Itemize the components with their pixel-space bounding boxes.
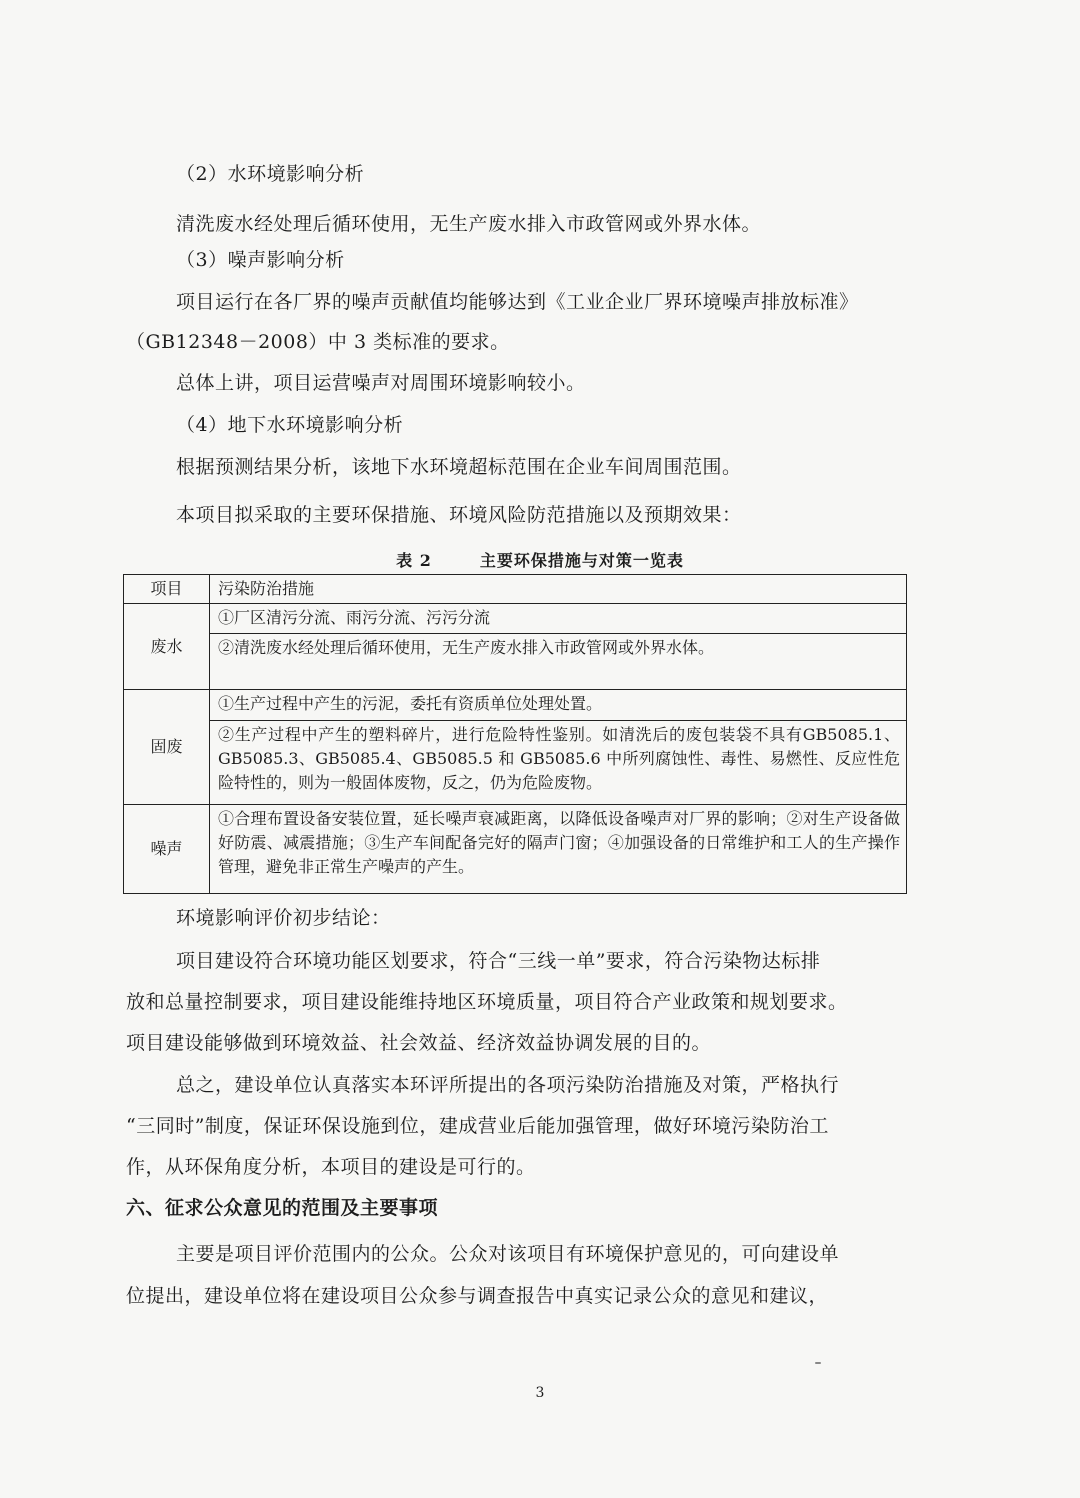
water-impact-heading: （2）水环境影响分析 (176, 163, 365, 185)
header-item-cell: 项目 (124, 575, 210, 604)
solid-waste-measure-1: ①生产过程中产生的污泥，委托有资质单位处理处置。 (210, 690, 907, 721)
noise-measure: ①合理布置设备安装位置，延长噪声衰减距离，以降低设备噪声对厂界的影响；②对生产设备做好防震、减震措施；③生产车间配备完好的隔声门窗；④加强设备的日常维护和工人的生产操作管理，避免非正常生产噪声的产生。 (210, 805, 907, 894)
noise-impact-heading: （3）噪声影响分析 (176, 249, 345, 271)
wastewater-measure-2: ②清洗废水经处理后循环使用，无生产废水排入市政管网或外界水体。 (210, 634, 907, 690)
conclusion-p1-line-3: 项目建设能够做到环境效益、社会效益、经济效益协调发展的目的。 (126, 1032, 712, 1054)
groundwater-impact-text: 根据预测结果分析，该地下水环境超标范围在企业车间周围范围。 (176, 456, 742, 478)
table-header-row (124, 575, 907, 604)
section-six-line-1: 主要是项目评价范围内的公众。公众对该项目有环境保护意见的，可向建设单 (176, 1243, 840, 1265)
noise-label-cell: 噪声 (124, 805, 210, 894)
solid-waste-label-cell: 固废 (124, 690, 210, 805)
conclusion-p2-line-3: 作，从环保角度分析，本项目的建设是可行的。 (126, 1156, 536, 1178)
section-six-line-2: 位提出，建设单位将在建设项目公众参与调查报告中真实记录公众的意见和建议， (126, 1285, 829, 1307)
table-row (124, 690, 907, 721)
measures-table (123, 574, 907, 894)
noise-impact-text-1: 项目运行在各厂界的噪声贡献值均能够达到《工业企业厂界环境噪声排放标准》 (176, 291, 859, 313)
solid-waste-measure-2: ②生产过程中产生的塑料碎片，进行危险特性鉴别。如清洗后的废包装袋不具有GB5085.1、GB5085.3、GB5085.4、GB5085.5 和 GB5085.6 中所列腐蚀性、毒性、易燃性、反应性危险特性的，则为一般固体废物，反之，仍为危险废物。 (210, 721, 907, 805)
section-six-heading: 六、征求公众意见的范围及主要事项 (126, 1197, 439, 1219)
table-caption-number: 表 2 (396, 551, 432, 570)
table-row (124, 604, 907, 634)
conclusion-p2-line-2: “三同时”制度，保证环保设施到位，建成营业后能加强管理，做好环境污染防治工 (126, 1115, 829, 1137)
wastewater-label-cell: 废水 (124, 604, 210, 690)
measures-intro: 本项目拟采取的主要环保措施、环境风险防范措施以及预期效果： (176, 504, 742, 526)
scan-speck (815, 1362, 821, 1364)
header-measure-cell: 污染防治措施 (210, 575, 907, 604)
conclusion-heading: 环境影响评价初步结论： (176, 907, 391, 929)
noise-impact-summary: 总体上讲，项目运营噪声对周围环境影响较小。 (176, 372, 586, 394)
groundwater-impact-heading: （4）地下水环境影响分析 (176, 414, 404, 436)
noise-impact-text-2: （GB12348－2008）中 3 类标准的要求。 (126, 331, 510, 353)
table-caption-title: 主要环保措施与对策一览表 (479, 551, 684, 570)
table-caption (0, 548, 1080, 571)
page-number: 3 (535, 1385, 545, 1401)
conclusion-p2-line-1: 总之，建设单位认真落实本环评所提出的各项污染防治措施及对策，严格执行 (176, 1074, 840, 1096)
water-impact-text: 清洗废水经处理后循环使用，无生产废水排入市政管网或外界水体。 (176, 213, 762, 235)
table-row (124, 805, 907, 894)
conclusion-p1-line-2: 放和总量控制要求，项目建设能维持地区环境质量，项目符合产业政策和规划要求。 (126, 991, 848, 1013)
conclusion-p1-line-1: 项目建设符合环境功能区划要求，符合“三线一单”要求，符合污染物达标排 (176, 950, 821, 972)
wastewater-measure-1: ①厂区清污分流、雨污分流、污污分流 (210, 604, 907, 634)
table-row (124, 721, 907, 805)
table-row (124, 634, 907, 690)
